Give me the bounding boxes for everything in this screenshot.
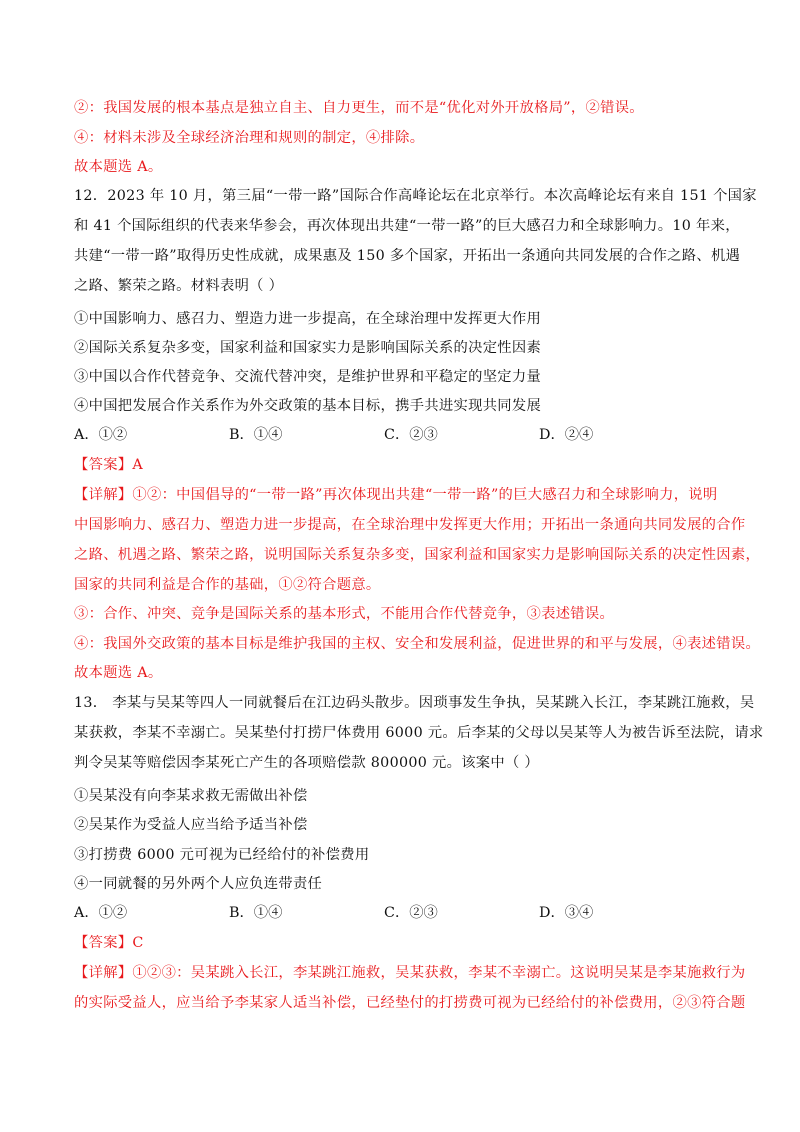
q13-option-b: B．①④	[229, 905, 283, 921]
q12-explanation-line: 中国影响力、感召力、塑造力进一步提高，在全球治理中发挥更大作用；开拓出一条通向共同发展的合作	[74, 517, 746, 533]
q13-statement: ③打捞费 6000 元可视为已经给付的补偿费用	[74, 847, 370, 863]
q12-stem-line: 12．2023 年 10 月，第三届“一带一路”国际合作高峰论坛在北京举行。本次高峰论坛有来自 151 个国家	[74, 188, 757, 204]
prev-explanation-line: ②：我国发展的根本基点是独立自主、自力更生，而不是“优化对外开放格局”，②错误。	[74, 100, 644, 116]
q12-stem-line: 和 41 个国际组织的代表来华参会，再次体现出共建“一带一路”的巨大感召力和全球影响力。10 年来，	[74, 218, 740, 234]
q13-stem-line: 判令吴某等赔偿因李某死亡产生的各项赔偿款 800000 元。该案中（ ）	[74, 755, 540, 771]
q13-explanation-line: 的实际受益人，应当给予李某家人适当补偿，已经垫付的打捞费可视为已经给付的补偿费用，②③符合题	[74, 995, 746, 1011]
q12-conclusion: 故本题选 A。	[74, 665, 163, 681]
prev-explanation-line: ④：材料未涉及全球经济治理和规则的制定，④排除。	[74, 130, 425, 146]
q12-stem-line: 之路、繁荣之路。材料表明（ ）	[74, 278, 284, 294]
q13-statement: ②吴某作为受益人应当给予适当补偿	[74, 817, 308, 833]
q13-option-d: D．③④	[539, 905, 594, 921]
q12-answer: 【答案】A	[74, 457, 144, 473]
q12-stem-line: 共建“一带一路”取得历史性成就，成果惠及 150 多个国家，开拓出一条通向共同发展的合作之路、机遇	[74, 248, 741, 264]
q12-options	[74, 425, 734, 445]
q13-option-a: A．①②	[74, 905, 128, 921]
q12-option-b: B．①④	[229, 427, 283, 443]
q12-explanation-line: ③：合作、冲突、竞争是国际关系的基本形式，不能用合作代替竞争，③表述错误。	[74, 606, 615, 622]
q13-options	[74, 903, 734, 923]
prev-conclusion: 故本题选 A。	[74, 159, 163, 175]
q12-statement: ①中国影响力、感召力、塑造力进一步提高，在全球治理中发挥更大作用	[74, 311, 542, 327]
q13-option-c: C．②③	[384, 905, 438, 921]
q13-explanation-line: 【详解】①②③：吴某跳入长江，李某跳江施救，吴某获救，李某不幸溺亡。这说明吴某是李某施救行为	[74, 965, 746, 981]
q12-statement: ②国际关系复杂多变，国家利益和国家实力是影响国际关系的决定性因素	[74, 340, 542, 356]
q12-explanation-line: ④：我国外交政策的基本目标是维护我国的主权、安全和发展利益，促进世界的和平与发展，④表述错误。	[74, 636, 761, 652]
q12-explanation-line: 【详解】①②：中国倡导的“一带一路”再次体现出共建“一带一路”的巨大感召力和全球影响力，说明	[74, 487, 718, 503]
q12-explanation-line: 之路、机遇之路、繁荣之路，说明国际关系复杂多变，国家利益和国家实力是影响国际关系的决定性因素，	[74, 547, 761, 563]
q13-statement: ①吴某没有向李某求救无需做出补偿	[74, 788, 308, 804]
q12-option-a: A．①②	[74, 427, 128, 443]
q13-statement: ④一同就餐的另外两个人应负连带责任	[74, 876, 323, 892]
q12-statement: ④中国把发展合作关系作为外交政策的基本目标，携手共进实现共同发展	[74, 398, 542, 414]
q13-stem-line: 13． 李某与吴某等四人一同就餐后在江边码头散步。因琐事发生争执，吴某跳入长江，李某跳江施救，吴	[74, 695, 755, 711]
q13-stem-line: 某获救，李某不幸溺亡。吴某垫付打捞尸体费用 6000 元。后李某的父母以吴某等人为被告诉至法院，请求	[74, 725, 764, 741]
q12-explanation-line: 国家的共同利益是合作的基础，①②符合题意。	[74, 577, 381, 593]
q13-answer: 【答案】C	[74, 935, 144, 951]
q12-option-d: D．②④	[539, 427, 594, 443]
q12-statement: ③中国以合作代替竞争、交流代替冲突，是维护世界和平稳定的坚定力量	[74, 369, 542, 385]
q12-option-c: C．②③	[384, 427, 438, 443]
